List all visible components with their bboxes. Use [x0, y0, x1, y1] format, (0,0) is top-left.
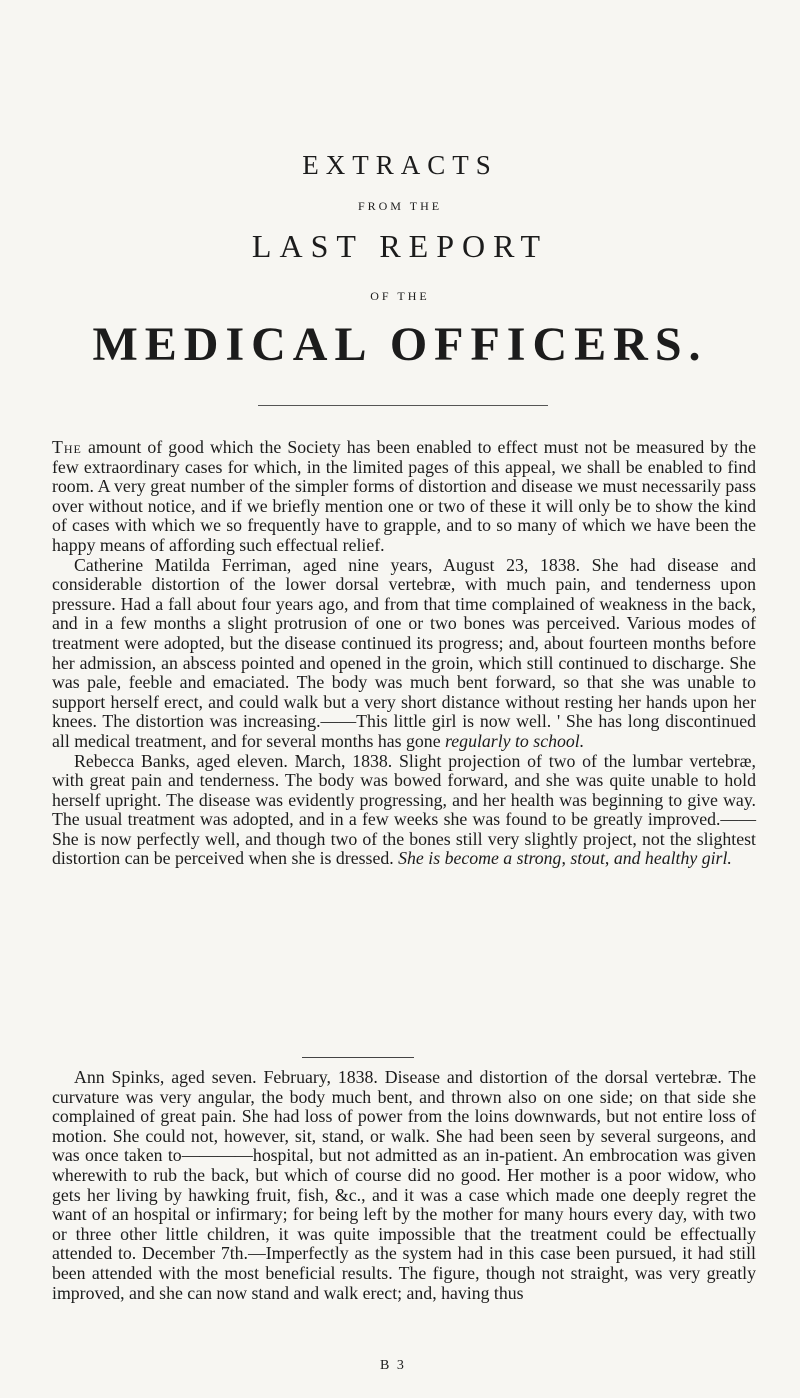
case-banks-emphasis-c: and healthy girl. — [613, 848, 732, 869]
heading-medical-officers: MEDICAL OFFICERS. — [92, 318, 708, 371]
intro-paragraph — [52, 438, 756, 556]
heading-last-report: LAST REPORT — [251, 228, 549, 264]
case-banks — [52, 752, 756, 870]
heading-of-the: OF THE — [370, 289, 430, 303]
section-divider — [258, 405, 548, 406]
case-divider — [302, 1057, 414, 1058]
case-banks-text: Rebecca Banks, aged eleven. March, 1838. Slight projection of two of the lumbar vertebræ, with great pain and tenderness. The body was bowed forward, and she was quite unable to hold herself upright. The disease was evidently progressing, and her health was beginning to give way. The usual treatment was adopted, and in a few weeks she was found to be greatly improved.——She is now perfectly well, and though two of the bones still very slightly project, not the slightest distortion can be perceived when she is dressed. — [52, 750, 756, 869]
case-banks-sep2: , — [604, 848, 614, 869]
report-body-lower — [52, 1068, 756, 1303]
report-body-upper — [52, 438, 756, 869]
case-ferriman-emphasis: regularly to school. — [445, 730, 585, 751]
case-banks-sep1: , — [561, 848, 571, 869]
case-spinks: Ann Spinks, aged seven. February, 1838. Disease and distortion of the dorsal vertebræ. The curvature was very angular, the body much bent, and thrown also on one side; on that side she complained of great pain. She had loss of power from the loins downwards, but not entire loss of motion. She could not, however, sit, stand, or walk. She had been seen by several surgeons, and was once taken to————hospital, but not admitted as an in-patient. An embrocation was given wherewith to rub the back, but which of course did no good. Her mother is a poor widow, who gets her living by hawking fruit, fish, &c., and it was a case which made one deeply regret the want of an hospital or infirmary; for being left by the mother for many hours every day, with two or three other little children, it was quite impossible that the treatment could be effectually attended to. December 7th.—Imperfectly as the system had in this case been pursued, it had still been attended with the most beneficial results. The figure, though not straight, was very greatly improved, and she can now stand and walk erect; and, having thus — [52, 1067, 756, 1303]
case-banks-emphasis-b: stout — [570, 848, 605, 869]
case-ferriman — [52, 556, 756, 752]
intro-text: amount of good which the Society has been enabled to effect must not be measured by the few extraordinary cases for which, in the limited pages of this appeal, we shall be enabled to find room. A very great number of the simpler forms of distortion and disease we must necessarily pass over without notice, and if we briefly mention one or two of these it will only be to show the kind of cases with which we so frequently have to grapple, and to so many of which we have been the happy means of affording such effectual relief. — [52, 437, 756, 555]
heading-from-the: FROM THE — [357, 199, 443, 213]
signature-mark: B 3 — [380, 1358, 406, 1373]
case-ferriman-text: Catherine Matilda Ferriman, aged nine years, August 23, 1838. She had disease and considerable distortion of the lower dorsal vertebræ, with much pain, and tenderness upon pressure. Had a fall about four years ago, and from that time complained of weakness in the back, and in a few months a slight protrusion of one or two bones was perceived. Various modes of treatment were adopted, but the disease continued its progress; and, about fourteen months before her admission, an abscess pointed and opened in the groin, which still continued to discharge. She was pale, feeble and emaciated. The body was much bent forward, so that she was unable to support herself erect, and could walk but a very short distance without resting her hands upon her knees. The distortion was increasing.——This little girl is now well. ' She has long discontinued all medical treatment, and for several months has gone — [52, 554, 756, 751]
case-banks-emphasis-a: She is become a strong — [398, 848, 562, 869]
intro-lead: The — [52, 437, 82, 457]
heading-extracts: EXTRACTS — [302, 150, 498, 180]
